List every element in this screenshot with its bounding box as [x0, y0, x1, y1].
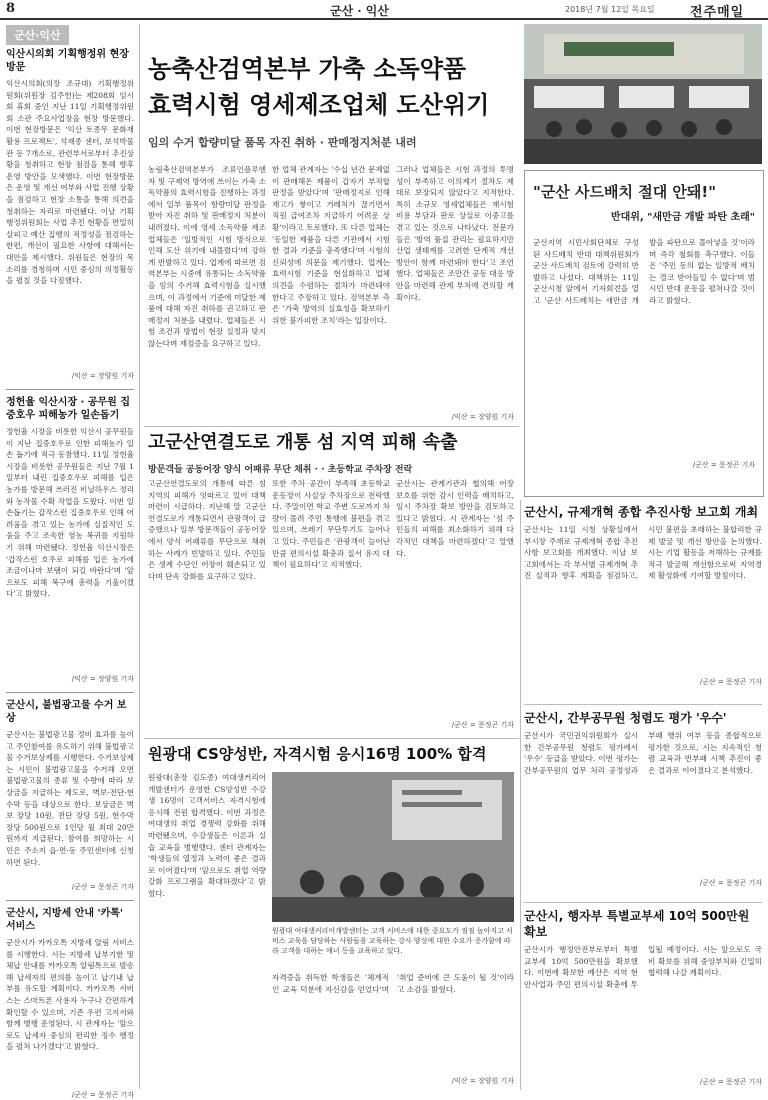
section-rule: [524, 704, 762, 705]
page-number: 8: [6, 1, 16, 16]
bottom-headline: 원광대 CS양성반, 자격시험 응시16명 100% 합격: [148, 745, 487, 763]
article-kakao-tax: [6, 907, 134, 1100]
divider: [6, 389, 134, 390]
article-body: 군산시가 국민권익위원회가 실시한 간부공무원 청렴도 평가에서 '우수' 등급을 받았다. 이번 평가는 간부공무원의 업무 처리 공정성과 부패 행위 여부 등을 종합적으로 평가한 것으로, 시는 지속적인 청렴 교육과 반부패 시책 추진이 좋은 결과로 이어졌다고 분석했다.: [524, 731, 762, 775]
article-body: 군산시는 불법광고물 정비 효과를 높이고 주민참여를 유도하기 위해 불법광고물 수거보상제를 시행한다. 수거보상제는 시민이 불법광고물을 수거해 오면 불법광고물의 종류 및 수량에 따라 보상금을 지급하는 제도로, 벽보·전단·현수막 등을 대상으로 한다. 보상금은 벽보 장당 10원, 전단 장당 5원, 현수막 장당 500원으로 1인당 월 최대 20만원까지 지급된다. 참여를 희망하는 시민은 주소지 읍·면·동 주민센터에 신청하면 된다.: [6, 730, 134, 867]
thaad-headline: "군산 사드배치 절대 안돼!": [533, 183, 717, 201]
article-regulation-reform: [524, 504, 762, 704]
classroom-photo-caption: 원광대 여대생커리어개발센터는 고객 서비스에 대한 중요도가 점점 높아지고 서비스 교육을 담당하는 사람들을 교육하는 강사 양성에 대한 수요가 증가함에 따라 고객을 대하는 매너 등을 교육하고 있다.: [272, 927, 513, 955]
section-rule: [524, 902, 762, 903]
classroom-photo: [272, 772, 514, 922]
article-title: 군산시, 행자부 특별교부세 10억 500만원 확보: [524, 909, 750, 939]
thaad-byline: /군산 = 문정곤 기자: [692, 461, 755, 469]
mid-body-col2: 또한 주차 공간이 부족해 초등학교 운동장이 사실상 주차장으로 전락했다. 주말이면 학교 주변 도로까지 차량이 몰려 주민 통행에 불편을 겪고 있으며, 쓰레기 무단투기도 늘어나고 있다. 주민들은 '관광객이 늘어난 만큼 편의시설 확충과 질서 유지 대책이 필요하다'고 지적했다.: [272, 479, 390, 570]
article-byline: /군산 = 문정곤 기자: [699, 678, 762, 686]
article-body-wrap: [524, 944, 762, 1074]
bottom-body: 원광대(총장 김도종) 여대생커리어개발센터가 운영한 CS양성반 수강생 16명이 고객서비스 자격시험에 응시해 전원 합격했다. 이번 과정은 여대생의 취업 경쟁력 강화를 위해 마련됐으며, 수강생들은 이론과 실습 교육을 병행했다. 센터 관계자는 '학생들의 열정과 노력이 좋은 결과로 이어졌다'며 '앞으로도 취업 역량 강화 프로그램을 확대하겠다'고 밝혔다.: [148, 773, 266, 898]
article-flood-help: [6, 396, 134, 684]
article-integrity-eval: [524, 710, 762, 900]
thaad-body-wrap: [533, 237, 755, 457]
divider: [6, 900, 134, 901]
article-title: 군산시, 간부공무원 청렴도 평가 '우수': [524, 711, 727, 725]
section-badge: [6, 24, 69, 45]
article-body: 익산시의회(의장 조규대) 기획행정위원회(위원장 김주헌)는 제208회 임시회 휴회 중인 지난 11일 기획행정위원회 소관 주요사업장을 현장 방문했다. 이번 현장방문은 '익산 토종무 문화재 활용 프로젝트', 석재종 센터, 보석박물관 등 7개소로, 관련부서로부터 추진상황을 청취하고 현장 점검을 통해 향후 운영 방안을 모색했다. 이번 현장방문은 운영 및 개선 여부와 사업 진행 상황을 점검하고 현장 소통을 통해 의견을 청취하는 자리로 마련됐다. 이날 기획행정위원회는 사업 추진 현황을 면밀히 살피고 예산 집행의 적정성을 점검하는 한편, 개선이 필요한 사항에 대해서는 대안을 제시했다. 위원들은 현장의 목소리를 경청하며 시민 중심의 의정활동을 펼칠 것을 다짐했다.: [6, 79, 134, 286]
article-title: 군산시, 규제개혁 종합 추진사항 보고회 개최: [524, 505, 759, 519]
bottom-col1: [148, 772, 266, 972]
article-title: 정헌율 익산시장 · 공무원 집중호우 피해농가 일손돕기: [6, 397, 130, 421]
thaad-subhead: 반대위, "새만금 개발 파탄 초래": [610, 212, 755, 223]
section-rule: [144, 738, 519, 739]
left-column: [6, 48, 134, 1099]
article-title: 군산시, 지방세 안내 '카톡' 서비스: [6, 908, 123, 932]
lead-headline-line2: 효력시험 영세제조업체 도산위기: [148, 91, 490, 119]
mid-subhead: 방문객들 공동어장 양식 어패류 무단 채취 · · 초등학교 주차장 전락: [148, 465, 413, 475]
lead-col2: [272, 164, 390, 424]
lead-col3: [396, 164, 514, 409]
article-special-grant: [524, 908, 762, 1090]
article-body-wrap: [524, 524, 762, 674]
article-byline: /군산 = 문정곤 기자: [71, 883, 134, 891]
mid-col3: [396, 478, 514, 718]
lead-col1: [148, 164, 266, 424]
article-byline: /익산 = 장양원 기자: [71, 675, 134, 683]
article-body: 군산시가 카카오톡 지방세 알림 서비스를 시행한다. 시는 지방세 납부기한 및 체납 안내를 카카오톡 알림톡으로 발송해 납세자의 편의를 높이고 납기내 납부를 유도할 계획이다. 카카오톡 서비스는 스마트폰 사용자 누구나 간편하게 확인할 수 있으며, 기존 우편 고지서와 함께 병행 운영된다. 시 관계자는 '앞으로도 납세자 중심의 편리한 징수 행정을 펼쳐 나가겠다'고 밝혔다.: [6, 938, 134, 1052]
article-title: 익산시의회 기획행정위 현장방문: [6, 49, 129, 73]
lead-subhead: 임의 수거 합량미달 품목 자진 취하 · 판매정지처분 내려: [148, 136, 417, 149]
bottom-col2: [272, 972, 514, 1072]
section-rule: [144, 426, 519, 427]
mid-headline: 고군산연결도로 개통 섬 지역 피해 속출: [148, 432, 458, 453]
mid-col1: [148, 478, 266, 733]
article-byline: /익산 = 장양원 기자: [71, 372, 134, 380]
bottom-byline: /익산 = 장양원 기자: [451, 1077, 514, 1085]
lead-byline: /익산 = 장양원 기자: [451, 413, 514, 421]
protest-photo: [524, 24, 762, 164]
classroom-photo-graphic: [272, 772, 514, 922]
article-body-wrap: [524, 730, 762, 875]
thaad-body: 군산지역 시민사회단체로 구성된 사드배치 반대 대책위원회가 군산 사드배치 검토에 강력히 반발하고 나섰다. 대책위는 11일 군산시청 앞에서 기자회견을 열고 '군산 사드배치는 새만금 개발을 파탄으로 몰아넣을 것'이라며 즉각 철회를 촉구했다. 이들은 '주민 동의 없는 일방적 배치는 결코 받아들일 수 없다'며 범시민 반대 운동을 펼쳐나갈 것이라고 밝혔다.: [533, 238, 755, 305]
article-byline: /군산 = 문정곤 기자: [699, 1078, 762, 1086]
article-assembly-visit: [6, 48, 134, 381]
lead-body-col3: 그러나 업체들은 시험 과정의 투명성이 부족하고 이의제기 절차도 제대로 보장되지 않았다고 지적한다. 특히 소규모 영세업체들은 재시험 비용 부담과 판로 상실로 이중고를 겪고 있는 것으로 나타났다. 전문가들은 '방역 품질 관리는 필요하지만 산업 생태계를 고려한 단계적 개선 방안이 함께 마련돼야 한다'고 조언했다. 업체들은 조만간 공동 대응 방안을 마련해 관계 부처에 건의할 계획이다.: [396, 165, 514, 302]
protest-photo-graphic: [524, 24, 762, 164]
section-name: 군산 · 익산: [330, 4, 389, 18]
article-body: 군산시는 11일 시청 상황실에서 부시장 주재로 규제개혁 종합 추진사항 보고회를 개최했다. 이날 보고회에서는 각 부서별 규제개혁 추진 실적과 향후 계획을 점검하고, 시민 불편을 초래하는 불합리한 규제 발굴 및 개선 방안을 논의했다. 시는 기업 활동을 저해하는 규제를 적극 발굴해 개선함으로써 지역경제 활성화에 기여할 방침이다.: [524, 525, 762, 581]
column-rule: [520, 500, 521, 1090]
bottom-body-2: 자격증을 취득한 학생들은 '체계적인 교육 덕분에 자신감을 얻었다'며 '취업 준비에 큰 도움이 될 것'이라고 소감을 밝혔다.: [272, 973, 514, 994]
article-body: 정헌율 시장을 비롯한 익산시 공무원들이 지난 집중호우로 인한 피해농가 일손 돕기에 적극 동참했다. 11일 정헌율 시장을 비롯한 공무원들은 지난 7월 1일부터 내린 집중호우로 피해를 입은 농가를 방문해 쓰러진 비닐하우스 정리와 농작물 수확 작업을 도왔다. 이번 일손돕기는 갑작스런 집중호우로 인해 어려움을 겪고 있는 농가에 실질적인 도움을 주고 조속한 영농 복귀를 지원하기 위해 마련됐다. 정헌율 익산시장은 '갑작스런 호우로 피해를 입은 농가에 조금이나마 보탬이 되길 바란다'며 '앞으로도 피해 복구에 총력을 기울이겠다'고 밝혔다.: [6, 427, 134, 599]
mid-body-col3: 군산시는 관계기관과 협의해 어장 보호를 위한 감시 인력을 배치하고, 임시 주차장 확보 방안을 검토하고 있다고 밝혔다. 시 관계자는 '섬 주민들의 피해를 최소화하기 위해 다각적인 대책을 마련하겠다'고 말했다.: [396, 479, 514, 558]
mid-body-col1: 고군산연결도로의 개통에 따른 섬 지역의 피해가 잇따르고 있어 대책 마련이 시급하다. 지난해 말 고군산연결도로가 개통되면서 관광객이 급증했으나 일부 방문객들이 공동어장에서 양식 어패류를 무단으로 채취하는 사례가 빈발하고 있다. 주민들은 생계 수단인 어장이 훼손되고 있다며 단속 강화를 요구하고 있다.: [148, 479, 266, 581]
lead-body-col1: 농림축산검역본부가 조류인플루엔자 및 구제역 방역에 쓰이는 가축 소독약품의 효력시험을 진행하는 과정에서 일부 품목이 함량미달 판정을 받아 자진 취하 및 판매정지 처분이 내려졌다. 이에 영세 소독약품 제조업체들은 '일방적인 시험 방식으로 인해 도산 위기에 내몰렸다'며 강하게 반발하고 있다. 업계에 따르면 검역본부는 시중에 유통되는 소독약품을 임의 수거해 효력시험을 실시했으며, 이 과정에서 기준에 미달한 제품에 대해 자진 취하를 권고하고 판매정지 처분을 내렸다. 업체들은 시험 조건과 방법이 현장 실정과 맞지 않는다며 재검증을 요구하고 있다.: [148, 165, 266, 348]
article-ad-removal: [6, 699, 134, 892]
divider: [6, 692, 134, 693]
article-title: 군산시, 불법광고물 수거 보상: [6, 700, 127, 724]
mid-byline: /군산 = 문정곤 기자: [451, 721, 514, 729]
lead-body-col2: 한 업체 관계자는 '수십 년간 문제없이 판매해온 제품이 갑자기 부적합 판정을 받았다'며 '판매정지로 인해 재고가 쌓이고 거래처가 끊기면서 직원 급여조차 지급하기 어려운 상황'이라고 토로했다. 또 다른 업체는 '동일한 제품을 다른 기관에서 시험한 결과 기준을 충족했다'며 시험의 신뢰성에 의문을 제기했다. 업계는 효력시험 기준을 현실화하고 업체 의견을 수렴하는 절차가 마련돼야 한다고 주장하고 있다. 검역본부 측은 '가축 방역의 실효성을 확보하기 위한 불가피한 조치'라는 입장이다.: [272, 165, 390, 325]
article-byline: /군산 = 문정곤 기자: [699, 879, 762, 887]
section-badge-label: 군산·익산: [6, 25, 69, 45]
newspaper-name: 전주매일: [690, 5, 745, 20]
article-byline: /군산 = 문정곤 기자: [71, 1091, 134, 1099]
publication-date: 2018년 7월 12일 목요일: [565, 5, 655, 14]
article-body: 군산시가 행정안전부로부터 특별교부세 10억 500만원을 확보했다. 이번에 확보한 예산은 지역 현안사업과 주민 편의시설 확충에 투입될 예정이다. 시는 앞으로도 국비 확보를 위해 중앙부처와 긴밀히 협력해 나갈 계획이다.: [524, 945, 762, 989]
mid-col2: [272, 478, 390, 733]
column-rule: [139, 24, 140, 1089]
thaad-article-box: [524, 170, 764, 497]
lead-headline-line1: 농축산검역본부 가축 소독약품: [148, 55, 467, 83]
